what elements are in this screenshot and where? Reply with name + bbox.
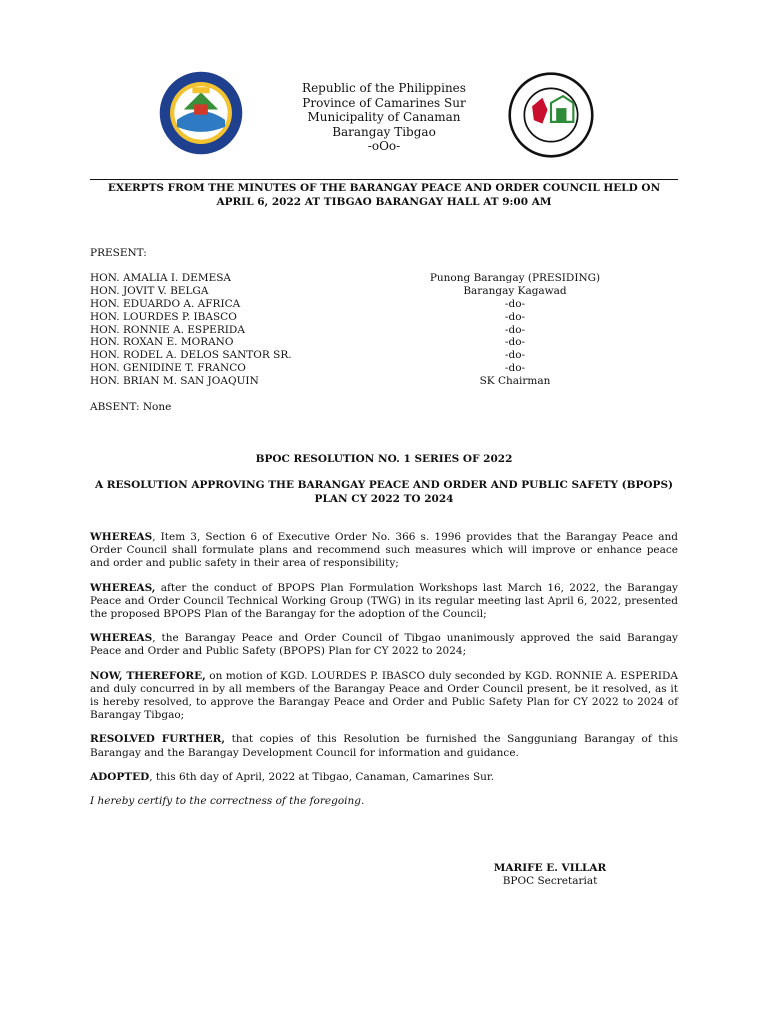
barangay-tibgao-seal-logo <box>508 72 594 158</box>
attendance-row <box>90 362 650 375</box>
present-label: PRESENT: <box>90 247 147 259</box>
paragraph-text: , the Barangay Peace and Order Council of Tibgao unanimously approved the said Barangay Peace and Order and Public Safety (BPOPS) Plan for CY 2022 to 2024; <box>90 632 678 658</box>
header-municipality: Municipality of Canaman <box>307 110 461 124</box>
adopted-paragraph <box>90 771 678 784</box>
attendee-role: -do- <box>504 310 526 323</box>
attendance-row <box>90 272 650 285</box>
whereas-paragraph-3 <box>90 632 678 658</box>
header-province: Province of Camarines Sur <box>302 95 466 110</box>
canaman-seal-logo <box>158 70 244 156</box>
header-country: Republic of the Philippines <box>302 81 466 95</box>
attendee-name: HON. ROXAN E. MORANO <box>90 336 234 349</box>
header-barangay: Barangay Tibgao <box>332 124 436 139</box>
attendee-name: HON. RONNIE A. ESPERIDA <box>90 323 245 336</box>
attendee-name: HON. EDUARDO A. AFRICA <box>90 297 241 310</box>
paragraph-lead: WHEREAS <box>90 531 153 543</box>
resolved-further-paragraph <box>90 733 678 759</box>
attendance-row <box>90 349 650 362</box>
attendee-role: SK Chairman <box>479 375 551 388</box>
attendance-row <box>90 336 650 349</box>
resolution-body <box>90 531 678 808</box>
resolution-number: BPOC RESOLUTION NO. 1 SERIES OF 2022 <box>255 453 513 465</box>
attendee-name: HON. GENIDINE T. FRANCO <box>90 362 246 375</box>
document-header <box>260 81 508 154</box>
whereas-paragraph-1 <box>90 531 678 571</box>
excerpt-title: EXERPTS FROM THE MINUTES OF THE BARANGAY PEACE AND ORDER COUNCIL HELD ON APRIL 6, 2022 AT TIBGAO BARANGAY HALL AT 9:00 AM <box>107 182 661 208</box>
absent-line: ABSENT: None <box>90 401 172 413</box>
certification-statement: I hereby certify to the correctness of the foregoing. <box>90 795 365 808</box>
attendance-row <box>90 298 650 311</box>
attendee-name: HON. JOVIT V. BELGA <box>90 284 209 297</box>
header-divider <box>90 179 678 180</box>
paragraph-lead: RESOLVED FURTHER, <box>90 733 226 746</box>
attendee-name: HON. AMALIA I. DEMESA <box>90 272 232 284</box>
paragraph-lead: ADOPTED <box>90 770 150 783</box>
attendee-role: -do- <box>504 336 526 349</box>
paragraph-text: that copies of this Resolution be furnished the Sangguniang Barangay of this Barangay and the Barangay Development Council for information and guidance. <box>90 733 679 759</box>
paragraph-text: , Item 3, Section 6 of Executive Order No. 366 s. 1996 provides that the Barangay Peace and Order Council shall formulate plans and recommend such measures which will improve or enhance peace and order and public safety in their area of responsibility; <box>90 531 678 570</box>
attendee-name: HON. RODEL A. DELOS SANTOR SR. <box>90 349 292 362</box>
paragraph-lead: WHEREAS <box>90 632 153 645</box>
paragraph-text: after the conduct of BPOPS Plan Formulation Workshops last March 16, 2022, the Barangay Peace and Order Council Technical Working Group (TWG) in its regular meeting last April 6, 2022, presented the proposed BPOPS Plan of the Barangay for the adoption of the Council; <box>90 581 678 621</box>
whereas-paragraph-2 <box>90 582 678 622</box>
header-separator: -oOo- <box>367 139 401 153</box>
attendee-name: HON. BRIAN M. SAN JOAQUIN <box>90 375 259 388</box>
attendance-row <box>90 285 650 298</box>
attendee-name: HON. LOURDES P. IBASCO <box>90 310 237 323</box>
attendance-row <box>90 324 650 337</box>
paragraph-lead: WHEREAS, <box>90 581 156 594</box>
signatory-name: MARIFE E. VILLAR <box>493 862 607 874</box>
paragraph-lead: NOW, THEREFORE, <box>90 669 206 682</box>
attendance-row <box>90 375 650 388</box>
attendee-role: -do- <box>504 323 526 336</box>
attendee-role: -do- <box>504 297 526 310</box>
attendee-role: Punong Barangay (PRESIDING) <box>429 272 601 284</box>
attendee-role: -do- <box>504 362 526 375</box>
paragraph-text: , this 6th day of April, 2022 at Tibgao, Canaman, Camarines Sur. <box>149 770 495 783</box>
signatory-block <box>470 862 630 888</box>
attendee-role: -do- <box>504 349 526 362</box>
resolution-title: A RESOLUTION APPROVING THE BARANGAY PEACE AND ORDER AND PUBLIC SAFETY (BPOPS) PLAN CY 2022 TO 2024 <box>94 479 674 505</box>
signatory-title: BPOC Secretariat <box>502 875 598 887</box>
attendee-role: Barangay Kagawad <box>463 284 567 297</box>
attendance-list <box>90 272 650 388</box>
attendance-row <box>90 311 650 324</box>
now-therefore-paragraph <box>90 670 678 723</box>
paragraph-text: on motion of KGD. LOURDES P. IBASCO duly seconded by KGD. RONNIE A. ESPERIDA and duly concurred in by all members of the Barangay Peace and Order Council present, be it resolved, as it is hereby resolved, to approve the Barangay Peace and Order and Public Safety Plan for CY 2022 to 2024 of Barangay Tibgao; <box>90 669 678 722</box>
